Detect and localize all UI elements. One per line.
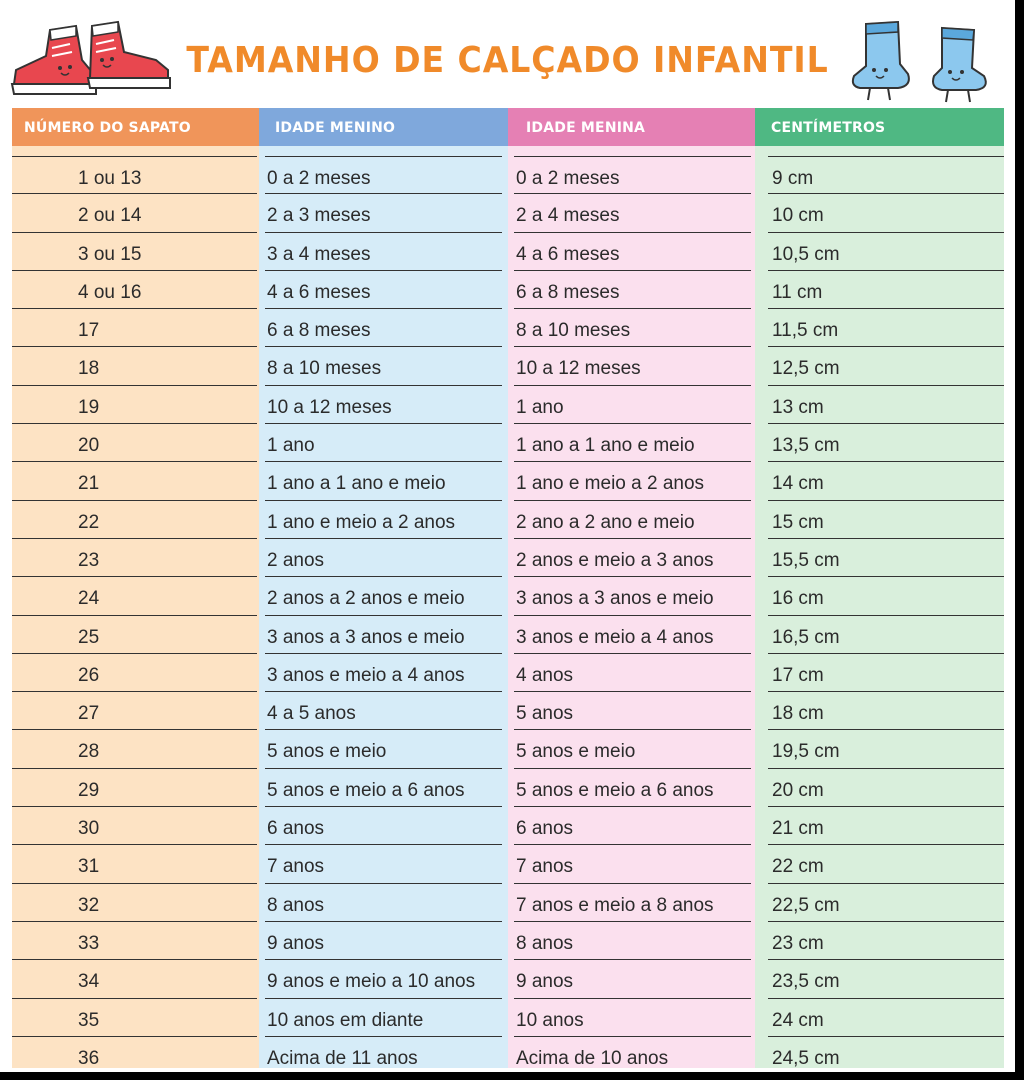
cell-girl-age: 3 anos e meio a 4 anos [514, 616, 751, 654]
cell-girl-age: 3 anos a 3 anos e meio [514, 577, 751, 615]
table-row [12, 501, 1004, 539]
cell-shoe-number: 29 [12, 769, 257, 807]
cell-girl-age: Acima de 10 anos [514, 1037, 751, 1072]
table-row [12, 347, 1004, 385]
table-row [12, 654, 1004, 692]
cell-shoe-number: 25 [12, 616, 257, 654]
table-row [12, 462, 1004, 500]
cell-centimeters: 18 cm [768, 692, 1004, 730]
cell-centimeters: 10 cm [768, 194, 1004, 232]
table-row [12, 960, 1004, 998]
cell-shoe-number: 30 [12, 807, 257, 845]
cell-boy-age: 2 anos [265, 539, 502, 577]
cell-boy-age: 3 a 4 meses [265, 233, 502, 271]
cell-centimeters: 11 cm [768, 271, 1004, 309]
cell-boy-age: 1 ano e meio a 2 anos [265, 501, 502, 539]
cell-centimeters: 24,5 cm [768, 1037, 1004, 1072]
cell-shoe-number: 21 [12, 462, 257, 500]
table-row [12, 309, 1004, 347]
cell-girl-age: 4 anos [514, 654, 751, 692]
page-title: TAMANHO DE CALÇADO INFANTIL [186, 40, 829, 81]
cell-shoe-number: 20 [12, 424, 257, 462]
cell-centimeters: 17 cm [768, 654, 1004, 692]
cell-boy-age: 8 a 10 meses [265, 347, 502, 385]
cell-shoe-number: 2 ou 14 [12, 194, 257, 232]
cell-shoe-number: 31 [12, 845, 257, 883]
table-row [12, 692, 1004, 730]
cell-centimeters: 22 cm [768, 845, 1004, 883]
cell-girl-age: 10 a 12 meses [514, 347, 751, 385]
table-row [12, 616, 1004, 654]
cell-boy-age: 3 anos e meio a 4 anos [265, 654, 502, 692]
cell-shoe-number: 3 ou 15 [12, 233, 257, 271]
table-row [12, 577, 1004, 615]
cell-centimeters: 15,5 cm [768, 539, 1004, 577]
cell-centimeters: 20 cm [768, 769, 1004, 807]
cell-girl-age: 4 a 6 meses [514, 233, 751, 271]
cell-shoe-number: 34 [12, 960, 257, 998]
cell-shoe-number: 22 [12, 501, 257, 539]
cell-centimeters: 16 cm [768, 577, 1004, 615]
cell-boy-age: 1 ano a 1 ano e meio [265, 462, 502, 500]
cell-boy-age: 0 a 2 meses [265, 156, 502, 194]
cell-centimeters: 24 cm [768, 999, 1004, 1037]
cell-girl-age: 2 anos e meio a 3 anos [514, 539, 751, 577]
cell-boy-age: 6 a 8 meses [265, 309, 502, 347]
cell-boy-age: 9 anos e meio a 10 anos [265, 960, 502, 998]
cell-girl-age: 5 anos e meio [514, 730, 751, 768]
cell-girl-age: 7 anos [514, 845, 751, 883]
cell-centimeters: 13 cm [768, 386, 1004, 424]
table-row [12, 845, 1004, 883]
cell-shoe-number: 32 [12, 884, 257, 922]
table-row [12, 156, 1004, 194]
cell-boy-age: 4 a 6 meses [265, 271, 502, 309]
cell-shoe-number: 33 [12, 922, 257, 960]
table-row [12, 386, 1004, 424]
table-row [12, 271, 1004, 309]
cell-girl-age: 0 a 2 meses [514, 156, 751, 194]
table-row [12, 233, 1004, 271]
cell-boy-age: 6 anos [265, 807, 502, 845]
cell-boy-age: 5 anos e meio [265, 730, 502, 768]
cell-boy-age: 8 anos [265, 884, 502, 922]
header-boy-age: IDADE MENINO [259, 108, 508, 146]
table-row [12, 922, 1004, 960]
cell-centimeters: 10,5 cm [768, 233, 1004, 271]
cell-shoe-number: 23 [12, 539, 257, 577]
table-row [12, 769, 1004, 807]
table-row [12, 730, 1004, 768]
cell-centimeters: 21 cm [768, 807, 1004, 845]
header-centimeters: CENTÍMETROS [755, 108, 1004, 146]
cell-girl-age: 2 ano a 2 ano e meio [514, 501, 751, 539]
cell-girl-age: 8 anos [514, 922, 751, 960]
cell-girl-age: 5 anos [514, 692, 751, 730]
cell-shoe-number: 18 [12, 347, 257, 385]
cell-girl-age: 6 anos [514, 807, 751, 845]
cell-centimeters: 22,5 cm [768, 884, 1004, 922]
cell-boy-age: 10 anos em diante [265, 999, 502, 1037]
cell-girl-age: 7 anos e meio a 8 anos [514, 884, 751, 922]
cell-boy-age: Acima de 11 anos [265, 1037, 502, 1072]
cell-girl-age: 2 a 4 meses [514, 194, 751, 232]
cell-shoe-number: 1 ou 13 [12, 156, 257, 194]
table-header [12, 108, 1004, 146]
cell-boy-age: 1 ano [265, 424, 502, 462]
table-row [12, 424, 1004, 462]
cell-centimeters: 16,5 cm [768, 616, 1004, 654]
cell-shoe-number: 36 [12, 1037, 257, 1072]
cell-boy-age: 7 anos [265, 845, 502, 883]
cell-shoe-number: 4 ou 16 [12, 271, 257, 309]
cell-shoe-number: 28 [12, 730, 257, 768]
cell-girl-age: 1 ano a 1 ano e meio [514, 424, 751, 462]
cell-boy-age: 2 anos a 2 anos e meio [265, 577, 502, 615]
cell-girl-age: 1 ano e meio a 2 anos [514, 462, 751, 500]
table-row [12, 539, 1004, 577]
header-shoe-number: NÚMERO DO SAPATO [12, 108, 259, 146]
cell-shoe-number: 24 [12, 577, 257, 615]
cell-girl-age: 5 anos e meio a 6 anos [514, 769, 751, 807]
cell-shoe-number: 17 [12, 309, 257, 347]
table-row [12, 999, 1004, 1037]
cell-boy-age: 5 anos e meio a 6 anos [265, 769, 502, 807]
cell-centimeters: 19,5 cm [768, 730, 1004, 768]
cell-centimeters: 15 cm [768, 501, 1004, 539]
table-row [12, 1037, 1004, 1072]
header-girl-age: IDADE MENINA [508, 108, 755, 146]
cell-centimeters: 9 cm [768, 156, 1004, 194]
cell-girl-age: 9 anos [514, 960, 751, 998]
table-row [12, 194, 1004, 232]
cell-centimeters: 12,5 cm [768, 347, 1004, 385]
cell-boy-age: 10 a 12 meses [265, 386, 502, 424]
cell-shoe-number: 26 [12, 654, 257, 692]
cell-girl-age: 6 a 8 meses [514, 271, 751, 309]
cell-shoe-number: 35 [12, 999, 257, 1037]
cell-centimeters: 14 cm [768, 462, 1004, 500]
cell-girl-age: 8 a 10 meses [514, 309, 751, 347]
cell-centimeters: 13,5 cm [768, 424, 1004, 462]
table-body [12, 156, 1004, 1072]
cell-boy-age: 2 a 3 meses [265, 194, 502, 232]
cell-shoe-number: 19 [12, 386, 257, 424]
table-row [12, 884, 1004, 922]
cell-boy-age: 3 anos a 3 anos e meio [265, 616, 502, 654]
cell-centimeters: 23,5 cm [768, 960, 1004, 998]
socks-illustration-icon [846, 14, 1006, 104]
cell-boy-age: 4 a 5 anos [265, 692, 502, 730]
cell-centimeters: 23 cm [768, 922, 1004, 960]
cell-boy-age: 9 anos [265, 922, 502, 960]
cell-girl-age: 1 ano [514, 386, 751, 424]
cell-girl-age: 10 anos [514, 999, 751, 1037]
shoe-size-table [12, 108, 1004, 1068]
cell-centimeters: 11,5 cm [768, 309, 1004, 347]
cell-shoe-number: 27 [12, 692, 257, 730]
table-row [12, 807, 1004, 845]
